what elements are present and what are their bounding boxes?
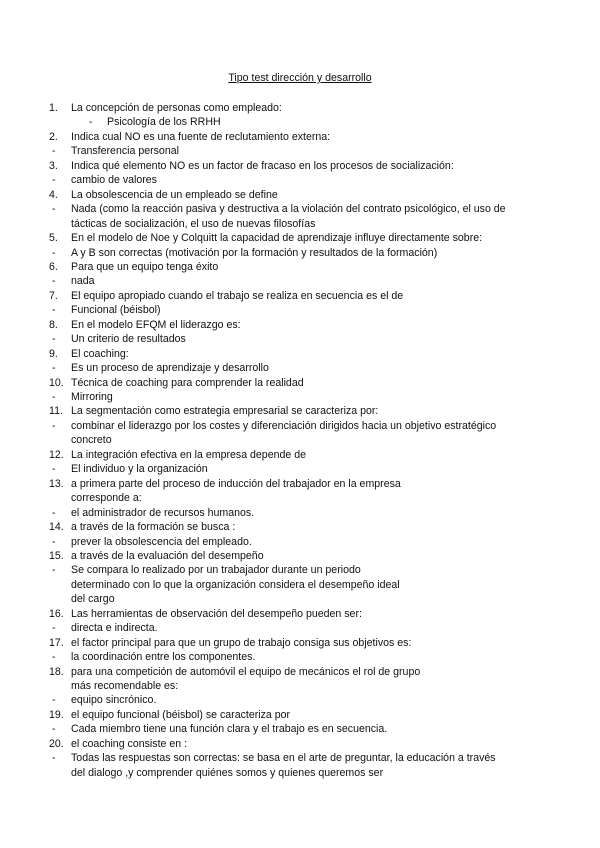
- question-number: 10.: [49, 376, 64, 389]
- answer-text: Nada (como la reacción pasiva y destructiva a la violación del contrato psicológico, el uso de: [71, 203, 506, 216]
- answer-bullet: -: [52, 419, 56, 432]
- answer-text: Cada miembro tiene una función clara y el trabajo es en secuencia.: [71, 723, 388, 736]
- answer-text: Un criterio de resultados: [71, 333, 186, 346]
- answer-bullet: -: [52, 564, 56, 577]
- question-number: 3.: [49, 159, 58, 172]
- answer-bullet: -: [52, 463, 56, 476]
- question-text: el coaching consiste en :: [71, 737, 188, 750]
- question-text: para una competición de automóvil el equipo de mecánicos el rol de grupo: [71, 665, 421, 678]
- question-text: En el modelo de Noe y Colquitt la capacidad de aprendizaje influye directamente sobre:: [71, 232, 483, 245]
- answer-text: Mirroring: [71, 391, 113, 403]
- question-number: 4.: [49, 188, 58, 201]
- answer-text: del dialogo ,y comprender quiénes somos y quienes queremos ser: [71, 766, 384, 779]
- question-number: 6.: [49, 260, 58, 273]
- question-number: 8.: [49, 318, 58, 331]
- question-number: 7.: [49, 289, 58, 302]
- answer-bullet: -: [52, 304, 56, 317]
- question-text: Para que un equipo tenga éxito: [71, 260, 219, 273]
- answer-bullet: -: [52, 174, 56, 187]
- question-number: 13.: [49, 477, 64, 490]
- answer-text: la coordinación entre los componentes.: [71, 651, 256, 664]
- answer-text: determinado con lo que la organización considera el desempeño ideal: [71, 578, 400, 591]
- answer-bullet: -: [52, 694, 56, 707]
- question-number: 2.: [49, 130, 58, 143]
- answer-bullet: -: [52, 535, 56, 548]
- question-text: a través de la formación se busca :: [71, 521, 236, 534]
- answer-bullet: -: [52, 333, 56, 346]
- question-text: Indica qué elemento NO es un factor de fracaso en los procesos de socialización:: [71, 159, 454, 172]
- question-text: a través de la evaluación del desempeño: [71, 549, 264, 562]
- question-text: El equipo apropiado cuando el trabajo se realiza en secuencia es el de: [71, 289, 404, 302]
- question-text: En el modelo EFQM el liderazgo es:: [71, 318, 241, 331]
- answer-bullet: -: [89, 116, 93, 129]
- answer-text: Es un proceso de aprendizaje y desarrollo: [71, 362, 269, 375]
- answer-text: El individuo y la organización: [71, 463, 208, 476]
- question-text: a primera parte del proceso de inducción del trabajador en la empresa: [71, 477, 401, 490]
- answer-bullet: -: [52, 622, 56, 635]
- answer-text: el administrador de recursos humanos.: [71, 506, 255, 519]
- question-number: 5.: [49, 232, 58, 245]
- question-text: Técnica de coaching para comprender la realidad: [71, 376, 304, 389]
- question-text: La integración efectiva en la empresa depende de: [71, 448, 306, 461]
- question-number: 19.: [49, 708, 64, 721]
- answer-bullet: -: [52, 203, 56, 216]
- answer-text: del cargo: [71, 593, 115, 606]
- question-number: 11.: [49, 405, 63, 418]
- answer-bullet: -: [52, 362, 56, 375]
- question-text: La segmentación como estrategia empresarial se caracteriza por:: [71, 405, 379, 418]
- answer-text: A y B son correctas (motivación por la formación y resultados de la formación): [71, 246, 438, 259]
- question-number: 20.: [49, 737, 64, 750]
- question-number: 9.: [49, 347, 58, 360]
- question-number: 16.: [49, 607, 64, 620]
- answer-bullet: -: [52, 506, 56, 519]
- question-text: La concepción de personas como empleado:: [71, 102, 282, 114]
- answer-text: Transferencia personal: [71, 145, 179, 158]
- answer-text: cambio de valores: [71, 174, 157, 187]
- answer-text: Psicología de los RRHH: [107, 116, 221, 129]
- answer-bullet: -: [52, 145, 56, 158]
- answer-text: prever la obsolescencia del empleado.: [71, 535, 252, 548]
- question-number: 14.: [49, 521, 64, 534]
- answer-bullet: -: [52, 752, 56, 765]
- answer-text: nada: [71, 275, 95, 288]
- answer-text: más recomendable es:: [71, 680, 179, 692]
- question-text: el factor principal para que un grupo de trabajo consiga sus objetivos es:: [71, 636, 412, 649]
- answer-text: equipo sincrónico.: [71, 694, 157, 707]
- answer-bullet: -: [52, 275, 56, 288]
- answer-text: directa e indirecta.: [71, 622, 158, 635]
- answer-text: combinar el liderazgo por los costes y diferenciación dirigidos hacia un objetivo estratégico: [71, 419, 497, 432]
- question-number: 1.: [49, 102, 58, 114]
- answer-text: tácticas de socialización, el uso de nuevas filosofías: [71, 217, 316, 230]
- answer-text: Funcional (béisbol): [71, 304, 161, 317]
- answer-text: Se compara lo realizado por un trabajador durante un periodo: [71, 564, 361, 577]
- question-number: 18.: [49, 665, 64, 678]
- question-number: 15.: [49, 549, 64, 562]
- answer-text: Todas las respuestas son correctas: se basa en el arte de preguntar, la educación a través: [71, 752, 496, 765]
- question-text: La obsolescencia de un empleado se define: [71, 188, 278, 201]
- answer-bullet: -: [52, 391, 56, 403]
- answer-bullet: -: [52, 246, 56, 259]
- answer-bullet: -: [52, 651, 56, 664]
- question-text: Las herramientas de observación del desempeño pueden ser:: [71, 607, 362, 620]
- page-title: Tipo test dirección y desarrollo: [228, 72, 372, 84]
- question-number: 17.: [49, 636, 64, 649]
- answer-text: concreto: [71, 434, 112, 447]
- question-text: el equipo funcional (béisbol) se caracteriza por: [71, 708, 291, 721]
- answer-bullet: -: [52, 723, 56, 736]
- question-number: 12.: [49, 448, 64, 461]
- question-text: El coaching:: [71, 347, 129, 360]
- answer-text: corresponde a:: [71, 492, 142, 505]
- question-text: Indica cual NO es una fuente de reclutamiento externa:: [71, 130, 331, 143]
